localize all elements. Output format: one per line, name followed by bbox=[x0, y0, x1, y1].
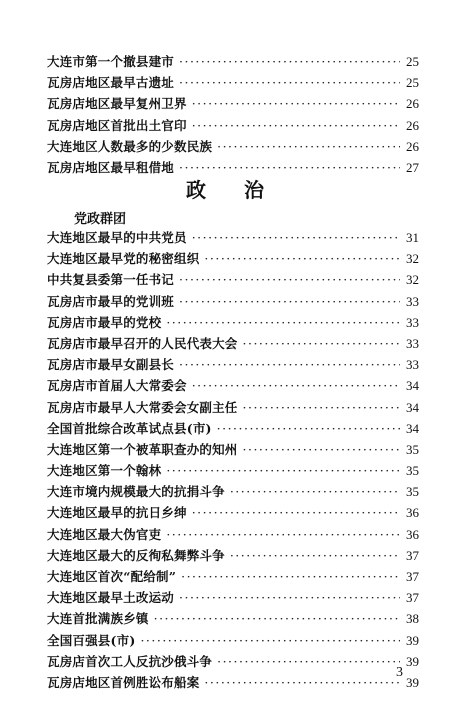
toc-entry-title: 瓦房店地区首例胜讼布船案 bbox=[47, 674, 200, 690]
toc-entry bbox=[47, 398, 419, 419]
toc-entry-title: 瓦房店首次工人反抗沙俄斗争 bbox=[47, 653, 213, 669]
toc-entry bbox=[47, 609, 419, 630]
toc-entry-page: 31 bbox=[406, 230, 419, 245]
toc-entry-page: 26 bbox=[406, 138, 419, 154]
toc-entry-page: 39 bbox=[406, 653, 419, 669]
toc-entry-page: 39 bbox=[406, 674, 419, 690]
toc-entry-page: 32 bbox=[406, 272, 419, 288]
dot-leader bbox=[179, 75, 400, 90]
dot-leader bbox=[181, 569, 400, 584]
dot-leader bbox=[192, 230, 400, 245]
toc-entry-title: 瓦房店市最早的党训班 bbox=[47, 293, 175, 309]
dot-leader bbox=[217, 654, 400, 669]
toc-entry bbox=[47, 334, 419, 355]
dot-leader bbox=[179, 54, 400, 69]
toc-entry-title: 瓦房店市最早的党校 bbox=[47, 314, 162, 330]
toc-entry-page: 27 bbox=[406, 159, 419, 175]
toc-entry-title: 瓦房店市首届人大常委会 bbox=[47, 378, 187, 394]
dot-leader bbox=[179, 590, 400, 605]
dot-leader bbox=[230, 548, 400, 563]
dot-leader bbox=[154, 611, 400, 626]
toc-entry-title: 大连地区第一个被革职查办的知州 bbox=[47, 441, 238, 457]
toc-list-main bbox=[47, 228, 419, 694]
toc-entry-page: 25 bbox=[406, 54, 419, 69]
toc-entry bbox=[47, 270, 419, 291]
toc-entry-page: 34 bbox=[406, 420, 419, 436]
toc-entry-title: 瓦房店地区首批出土官印 bbox=[47, 117, 187, 133]
toc-entry bbox=[47, 52, 419, 73]
dot-leader bbox=[230, 484, 400, 499]
toc-entry bbox=[47, 652, 419, 673]
toc-entry bbox=[47, 73, 419, 94]
toc-entry-title: 瓦房店地区最早租借地 bbox=[47, 159, 175, 175]
toc-entry-title: 大连首批满族乡镇 bbox=[47, 611, 149, 627]
toc-entry-page: 32 bbox=[406, 251, 419, 267]
toc-entry bbox=[47, 440, 419, 461]
toc-entry-page: 35 bbox=[406, 484, 419, 500]
toc-entry-title: 大连市第一个撤县建市 bbox=[47, 54, 175, 69]
toc-entry-title: 大连地区最早的抗日乡绅 bbox=[47, 505, 187, 521]
toc-entry-page: 33 bbox=[406, 357, 419, 373]
toc-entry-title: 大连地区最大伪官吏 bbox=[47, 526, 162, 542]
toc-entry-title: 瓦房店市最早召开的人民代表大会 bbox=[47, 335, 238, 351]
dot-leader bbox=[243, 400, 400, 415]
toc-entry bbox=[47, 631, 419, 652]
toc-entry-title: 瓦房店地区最早古遗址 bbox=[47, 75, 175, 91]
toc-entry bbox=[47, 525, 419, 546]
dot-leader bbox=[179, 294, 400, 309]
toc-list-top bbox=[47, 52, 419, 179]
toc-entry-page: 35 bbox=[406, 463, 419, 479]
toc-entry bbox=[47, 137, 419, 158]
toc-entry bbox=[47, 313, 419, 334]
toc-entry bbox=[47, 249, 419, 270]
toc-entry-page: 37 bbox=[406, 569, 419, 584]
toc-entry-page: 26 bbox=[406, 96, 419, 112]
toc-entry bbox=[47, 482, 419, 503]
toc-entry-page: 33 bbox=[406, 293, 419, 309]
toc-entry bbox=[47, 292, 419, 313]
toc-entry-title: 大连地区最早党的秘密组织 bbox=[47, 251, 200, 267]
toc-entry-title: 中共复县委第一任书记 bbox=[47, 272, 175, 288]
toc-entry-page: 37 bbox=[406, 590, 419, 606]
dot-leader bbox=[179, 272, 400, 287]
dot-leader bbox=[192, 378, 400, 393]
toc-entry bbox=[47, 546, 419, 567]
toc-entry bbox=[47, 94, 419, 115]
dot-leader bbox=[140, 633, 400, 648]
toc-entry bbox=[47, 116, 419, 137]
toc-entry-title: 大连地区人数最多的少数民族 bbox=[47, 138, 213, 154]
toc-entry-title: 瓦房店市最早人大常委会女副主任 bbox=[47, 399, 238, 415]
toc-entry bbox=[47, 588, 419, 609]
dot-leader bbox=[217, 139, 400, 154]
toc-entry bbox=[47, 419, 419, 440]
toc-entry bbox=[47, 355, 419, 376]
dot-leader bbox=[204, 675, 400, 690]
toc-entry-page: 25 bbox=[406, 75, 419, 91]
toc-entry-page: 38 bbox=[406, 611, 419, 627]
toc-entry-title: 全国首批综合改革试点县(市) bbox=[47, 420, 212, 436]
dot-leader bbox=[192, 505, 400, 520]
dot-leader bbox=[217, 421, 400, 436]
toc-entry bbox=[47, 503, 419, 524]
toc-entry bbox=[47, 673, 419, 694]
toc-entry bbox=[47, 376, 419, 397]
page-number: 3 bbox=[396, 665, 403, 680]
toc-entry-title: 大连地区最大的反徇私舞弊斗争 bbox=[47, 547, 225, 563]
toc-entry-page: 37 bbox=[406, 547, 419, 563]
toc-entry-title: 大连市境内规模最大的抗捐斗争 bbox=[47, 484, 225, 500]
toc-entry-page: 33 bbox=[406, 335, 419, 351]
subsection-heading: 党政群团 bbox=[74, 212, 127, 227]
toc-entry-title: 全国百强县(市) bbox=[47, 632, 136, 648]
toc-entry-page: 33 bbox=[406, 314, 419, 330]
toc-entry-page: 39 bbox=[406, 632, 419, 648]
dot-leader bbox=[192, 118, 400, 133]
dot-leader bbox=[243, 336, 400, 351]
dot-leader bbox=[204, 251, 400, 266]
toc-entry-title: 大连地区最早的中共党员 bbox=[47, 230, 187, 245]
toc-entry-page: 35 bbox=[406, 441, 419, 457]
toc-entry-page: 36 bbox=[406, 526, 419, 542]
toc-entry bbox=[47, 228, 419, 249]
toc-entry bbox=[47, 461, 419, 482]
toc-entry-page: 34 bbox=[406, 399, 419, 415]
dot-leader bbox=[166, 463, 400, 478]
toc-entry-page: 36 bbox=[406, 505, 419, 521]
dot-leader bbox=[166, 315, 400, 330]
toc-entry-title: 大连地区最早土改运动 bbox=[47, 590, 175, 606]
toc-entry-title: 大连地区第一个翰林 bbox=[47, 463, 162, 479]
toc-entry bbox=[47, 567, 419, 588]
section-heading: 政治 bbox=[186, 178, 302, 202]
dot-leader bbox=[166, 527, 400, 542]
dot-leader bbox=[179, 160, 400, 175]
dot-leader bbox=[179, 357, 400, 372]
toc-entry-title: 瓦房店地区最早复州卫界 bbox=[47, 96, 187, 112]
toc-entry-title: 大连地区首次“配给制” bbox=[47, 569, 177, 584]
toc-entry-page: 34 bbox=[406, 378, 419, 394]
toc-entry-page: 26 bbox=[406, 117, 419, 133]
dot-leader bbox=[243, 442, 400, 457]
dot-leader bbox=[192, 96, 400, 111]
toc-entry-title: 瓦房店市最早女副县长 bbox=[47, 357, 175, 373]
